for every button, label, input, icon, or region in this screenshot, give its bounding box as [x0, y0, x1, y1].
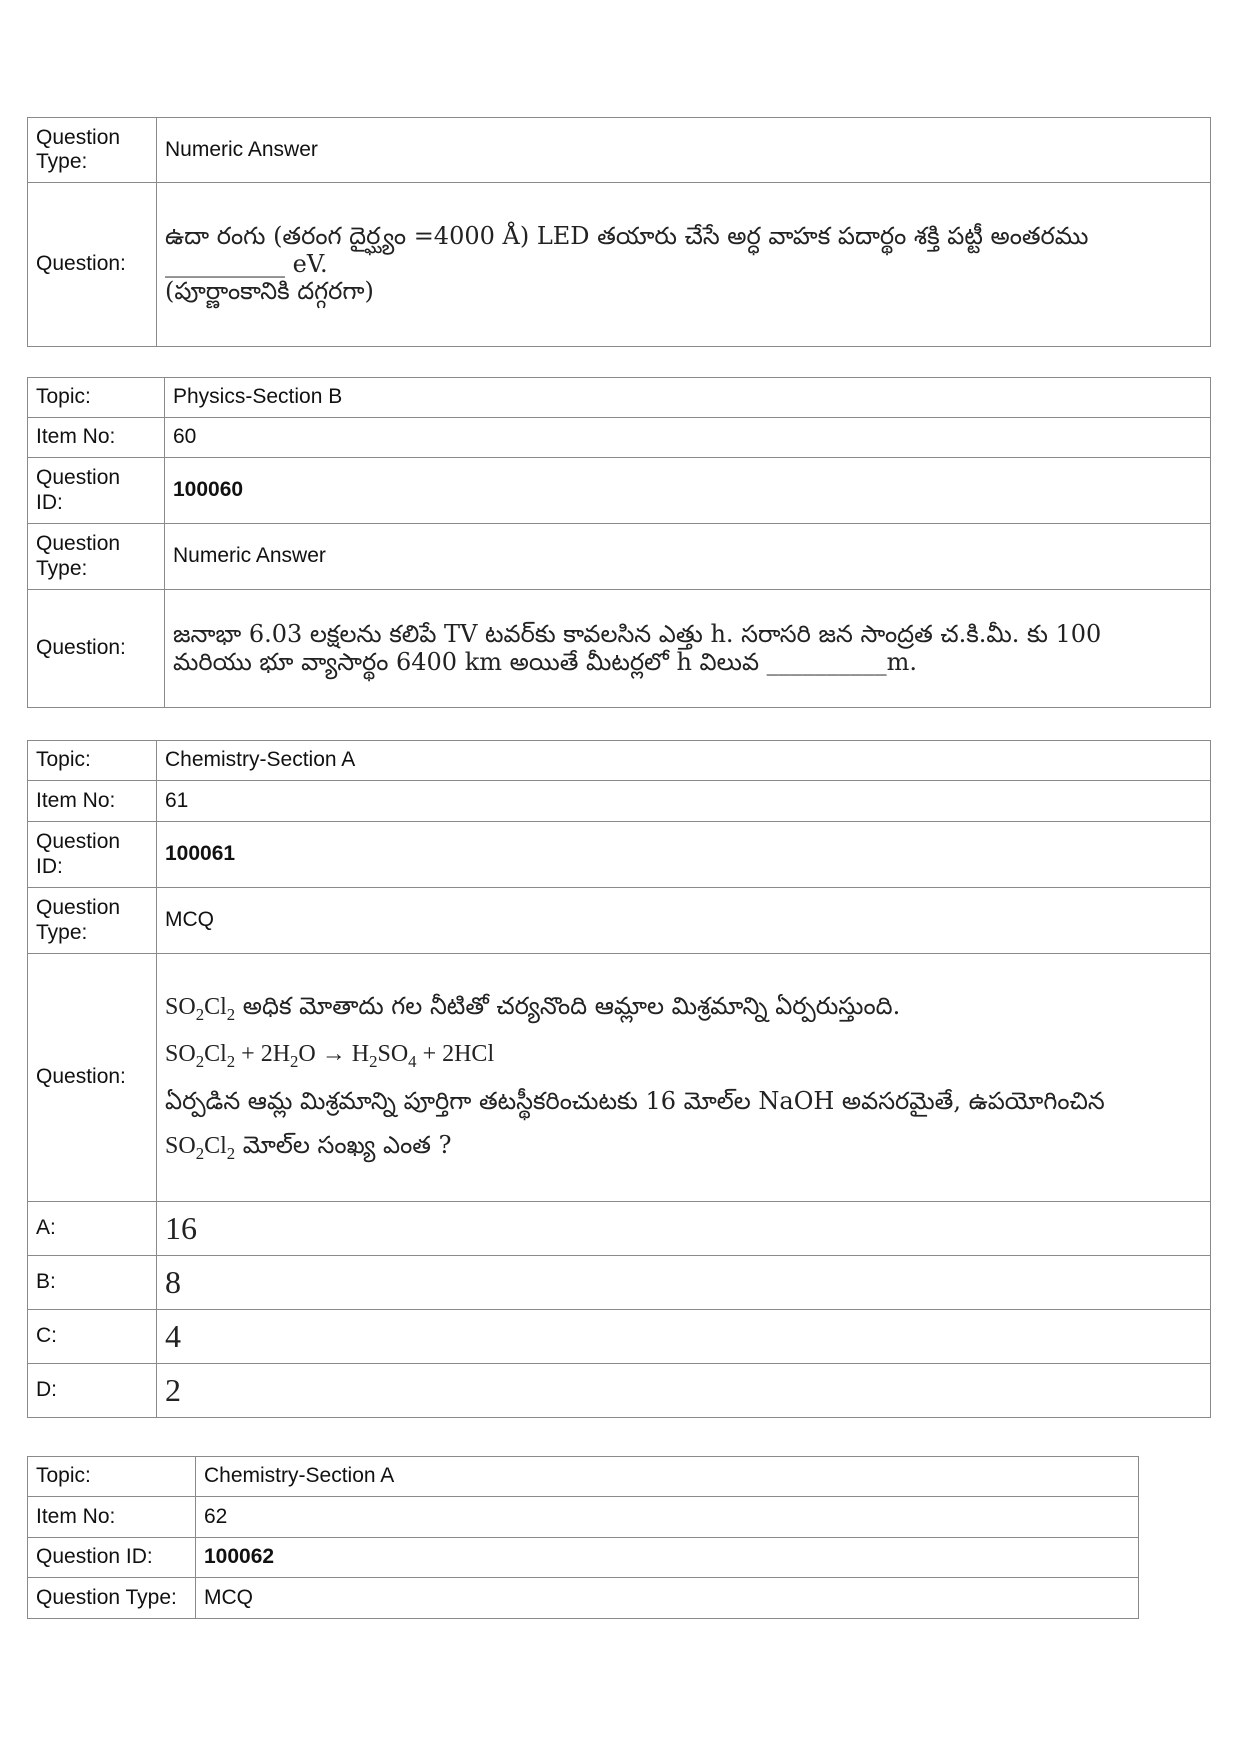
topic-label: Topic:: [28, 1457, 196, 1497]
chem-formula: $SO_2Cl_2$: [165, 1133, 236, 1163]
question-block-59: [27, 117, 1211, 347]
question-block-62: [27, 1456, 1139, 1619]
question-type-label: Question Type:: [28, 524, 165, 590]
question-block-60: [27, 377, 1211, 708]
question-type-value: MCQ: [196, 1578, 1139, 1619]
question-line: ఏర్పడిన ఆమ్ల మిశ్రమాన్ని పూర్తిగా తటస్థీకరించుటకు 16 మోల్‌ల NaOH అవసరమైతే, ఉపయోగించిన: [165, 1086, 1105, 1115]
question-label: Question:: [28, 183, 157, 347]
option-d-label: D:: [28, 1364, 157, 1418]
question-type-label: Question Type:: [28, 1578, 196, 1619]
question-block-61: [27, 740, 1211, 1418]
question-id-value: 100062: [196, 1538, 1139, 1578]
topic-value: Chemistry-Section A: [196, 1457, 1139, 1497]
question-label: Question:: [28, 954, 157, 1202]
item-no-label: Item No:: [28, 781, 157, 822]
question-text: [165, 590, 1211, 708]
question-line: ఉదా రంగు (తరంగ దైర్ఘ్యం =4000 Å) LED తయారు చేసే అర్ధ వాహక పదార్థం శక్తి పట్టీ అంతరము: [165, 222, 1089, 251]
option-b-label: B:: [28, 1256, 157, 1310]
topic-label: Topic:: [28, 741, 157, 781]
topic-label: Topic:: [28, 378, 165, 418]
question-text: [157, 954, 1211, 1202]
item-no-value: 62: [196, 1497, 1139, 1538]
question-label: Question:: [28, 590, 165, 708]
option-b-value: 8: [157, 1256, 1211, 1310]
question-line: $SO_2Cl_2$ మోల్‌ల సంఖ్య ఎంత ?: [165, 1131, 452, 1163]
question-line: మరియు భూ వ్యాసార్థం 6400 km అయితే మీటర్లలో h విలువ __________m.: [173, 647, 918, 676]
question-type-value: Numeric Answer: [157, 118, 1211, 183]
question-line: $SO_2Cl_2$ అధిక మోతాదు గల నీటితో చర్యనొంది ఆమ్లాల మిశ్రమాన్ని ఏర్పరుస్తుంది.: [165, 992, 901, 1025]
topic-value: Chemistry-Section A: [157, 741, 1211, 781]
question-type-value: MCQ: [157, 888, 1211, 954]
question-id-value: 100061: [157, 822, 1211, 888]
question-type-label: Question Type:: [28, 118, 157, 183]
question-type-value: Numeric Answer: [165, 524, 1211, 590]
question-line: (పూర్ణాంకానికి దగ్గరగా): [165, 277, 374, 306]
option-d-value: 2: [157, 1364, 1211, 1418]
item-no-value: 60: [165, 418, 1211, 458]
item-no-label: Item No:: [28, 1497, 196, 1538]
item-no-value: 61: [157, 781, 1211, 822]
item-no-label: Item No:: [28, 418, 165, 458]
option-a-label: A:: [28, 1202, 157, 1256]
chem-equation: $SO_2Cl_2 + 2H_2O \to H_2SO_4 + 2HCl$: [165, 1040, 495, 1071]
question-type-label: Question Type:: [28, 888, 157, 954]
question-id-label: Question ID:: [28, 1538, 196, 1578]
question-id-value: 100060: [165, 458, 1211, 524]
question-text: [157, 183, 1211, 347]
question-line: జనాభా 6.03 లక్షలను కలిపే TV టవర్‌కు కావలసిన ఎత్తు h. సరాసరి జన సాంద్రత చ.కి.మీ. కు 100: [173, 619, 1102, 648]
question-line: __________ eV.: [165, 249, 328, 278]
chem-formula: $SO_2Cl_2$: [165, 994, 236, 1025]
option-a-value: 16: [157, 1202, 1211, 1256]
question-id-label: Question ID:: [28, 458, 165, 524]
topic-value: Physics-Section B: [165, 378, 1211, 418]
option-c-label: C:: [28, 1310, 157, 1364]
option-c-value: 4: [157, 1310, 1211, 1364]
question-id-label: Question ID:: [28, 822, 157, 888]
